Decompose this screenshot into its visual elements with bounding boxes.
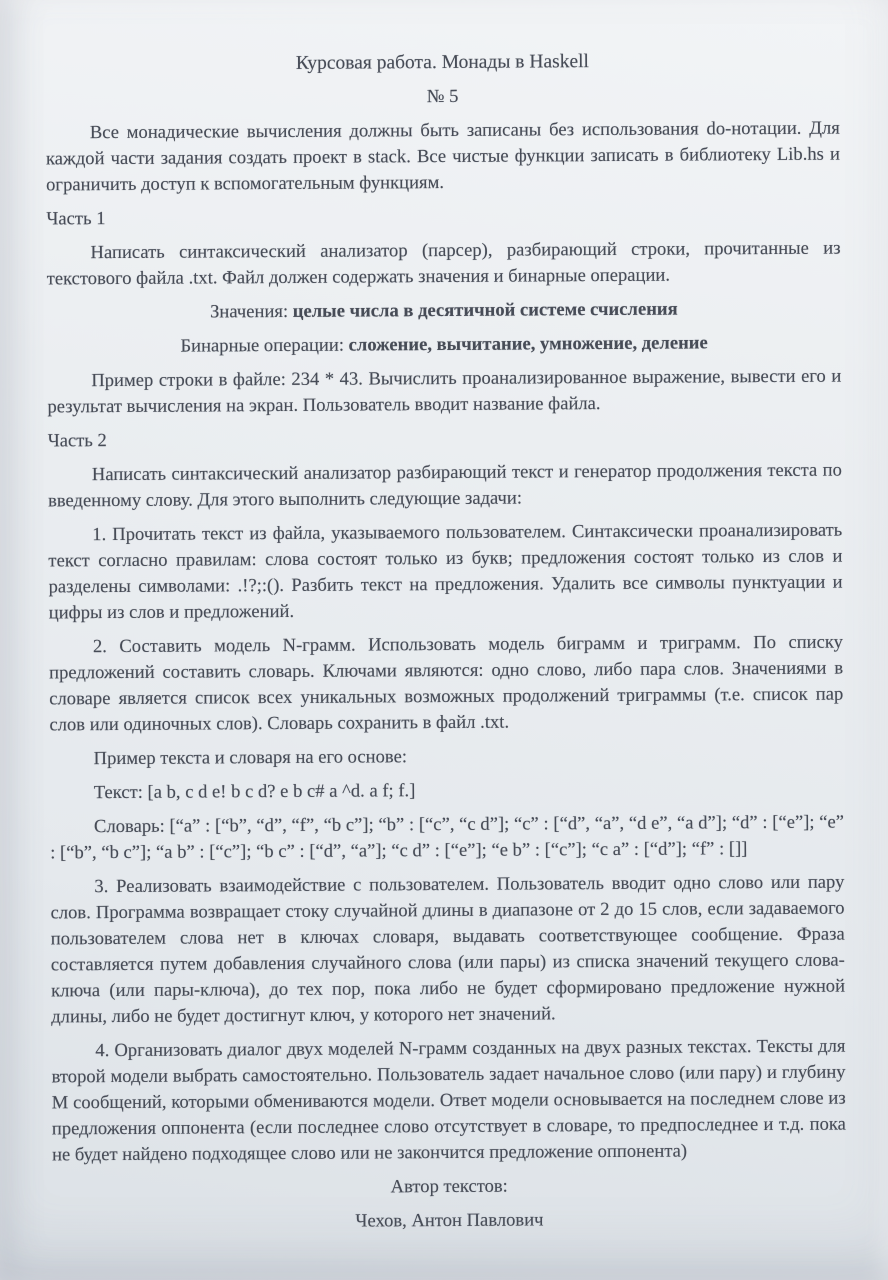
part2-task-paragraph: Написать синтаксический анализатор разбирающий текст и генератор продолжения текста по введенному слову. Для этого выполнить следующие задачи: [47,459,842,512]
part2-item-4: 4. Организовать диалог двух моделей N-грамм созданных на двух разных текстах. Тексты для второй модели выбрать самостоятельно. Пользователь задает начальное слово (или пару) и глубину М сообщений, которыми обмениваются модели. Ответ модели основывается на последнем слове из предложения оппонента (если последнее слово отсутствует в словаре, то предпоследнее и т.д. пока не будет найдено подходящее слово или не закончится предложение оппонента) [51,1035,846,1166]
part1-task-paragraph: Написать синтаксический анализатор (парсер), разбирающий строки, прочитанные из текстового файла .txt. Файл должен содержать значения и бинарные операции. [46,237,841,290]
author-label: Автор текстов: [390,1175,508,1198]
part2-item-1: 1. Прочитать текст из файла, указываемого пользователем. Синтаксически проанализировать текст согласно правилам: слова состоят только из букв; предложения состоят только из слов и разделены символами: .!?;:(). Разбить текст на предложения. Удалить все символы пунктуации и цифры из слов и предложений. [48,519,843,624]
part1-values-bold: целые числа в десятичной системе счисления [292,298,678,322]
part1-operations-line [47,330,841,361]
intro-paragraph: Все монадические вычисления должны быть записаны без использования do-нотации. Для каждой части задания создать проект в stack. Все чистые функции записать в библиотеку Lib.hs и ограничить доступ к вспомогательным функциям. [45,117,840,196]
part2-example-dictionary: Словарь: [“a” : [“b”, “d”, “f”, “b c”]; “b” : [“c”, “c d”]; “c” : [“d”, “a”, “d e”, “a d”]; “d” : [“e”]; “e” : [“b”, “b c”]; “a b” : [“c”]; “b c” : [“d”, “a”]; “c d” : [“e”]; “e b” : [“c”]; “c a” : [“d”]; “f” : []] [50,811,845,864]
part1-operations-prefix: Бинарные операции: [180,334,349,357]
part1-values-line [47,296,841,327]
part2-heading: Часть 2 [47,430,107,452]
part1-example-paragraph: Пример строки в файле: 234 * 43. Вычислить проанализированное выражение, вывести его и результат вычисления на экран. Пользователь вводит название файла. [47,365,842,418]
part1-operations-bold: сложение, вычитание, умножение, деление [348,332,708,356]
part2-example-label: Пример текста и словаря на его основе: [93,746,408,770]
document-title: Курсовая работа. Монады в Haskell [295,51,589,74]
part2-item-2: 2. Составить модель N-грамм. Использовать модель биграмм и триграмм. По списку предложений составить словарь. Ключами являются: одно слово, либо пара слов. Значениями в словаре является список всех уникальных возможных продолжений триграммы (т.е. список пар слов или одиночных слов). Словарь сохранить в файл .txt. [49,631,844,736]
part2-example-text: Текст: [a b, c d e! b c d? e b c# a ^d. a f; f.] [93,780,416,804]
author-name: Чехов, Антон Павлович [355,1209,544,1232]
part2-item-3: 3. Реализовать взаимодействие с пользователем. Пользователь вводит одно слово или пару слов. Программа возвращает стоку случайной длины в диапазоне от 2 до 15 слов, если задаваемого пользователем слова нет в ключах словаря, выдавать соответствующее сообщение. Фраза составляется путем добавления случайного слова (или пары) из списка значений текущего слова-ключа (или пары-ключа), до тех пор, пока либо не будет сформировано предложение нужной длины, либо не будет достигнут ключ, у которого нет значений. [50,871,846,1028]
part1-values-prefix: Значения: [210,300,293,323]
document-number: № 5 [426,85,459,108]
part1-heading: Часть 1 [46,208,106,230]
